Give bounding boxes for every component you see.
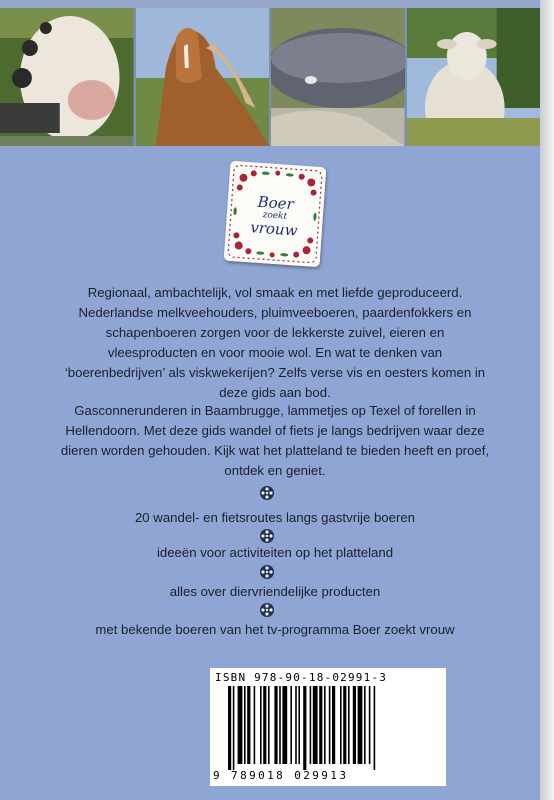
flower-ornament-icon xyxy=(259,564,275,580)
barcode-bar xyxy=(340,686,342,764)
barcode-box xyxy=(210,668,446,786)
barcode-bar xyxy=(238,686,243,764)
barcode-bar xyxy=(282,686,287,764)
photo-strip xyxy=(0,8,540,146)
logo-word-vrouw: vrouw xyxy=(249,218,299,240)
barcode-bar xyxy=(268,686,270,764)
barcode-bar xyxy=(228,686,231,770)
barcode-bar xyxy=(290,686,292,764)
isbn-label: ISBN 978-90-18-02991-3 xyxy=(215,671,388,684)
barcode-bar xyxy=(260,686,262,764)
flower-ornament-icon xyxy=(259,602,275,618)
barcode-bar xyxy=(263,686,266,764)
barcode-bar xyxy=(324,686,326,764)
boer-zoekt-vrouw-logo xyxy=(224,161,327,267)
barcode-bar xyxy=(244,686,246,764)
bullet-item-tv-program: met bekende boeren van het tv-programma Boer zoekt vrouw xyxy=(95,622,455,637)
barcode-bar xyxy=(348,686,350,764)
barcode-bar xyxy=(233,686,235,770)
bullet-item-activities: ideeën voor activiteiten op het platteland xyxy=(156,545,394,560)
barcode-bar xyxy=(247,686,250,764)
barcode-bar xyxy=(303,686,306,770)
barcode-bar xyxy=(329,686,331,764)
photo-cow xyxy=(0,8,134,146)
flower-ornament-icon xyxy=(259,485,275,501)
top-edge xyxy=(0,0,540,8)
barcode-bar xyxy=(332,686,335,764)
photo-foal xyxy=(136,8,270,146)
logo-word-zoekt: zoekt xyxy=(262,210,288,222)
bullet-item-products: alles over diervriendelijke producten xyxy=(169,584,381,599)
barcode-bar xyxy=(274,686,277,764)
photo-sheep xyxy=(407,8,541,146)
page-edge-shadow xyxy=(540,0,554,800)
photo-fish xyxy=(271,8,405,146)
barcode-bar xyxy=(313,686,318,764)
barcode-bar xyxy=(374,686,376,770)
barcode-bar xyxy=(364,686,366,764)
barcode-bar xyxy=(343,686,346,764)
flower-ornament-icon xyxy=(259,528,275,544)
barcode-bar xyxy=(353,686,356,764)
barcode-bar xyxy=(298,686,300,764)
barcode-bar xyxy=(295,686,297,764)
barcode-bar xyxy=(358,686,363,764)
bullet-item-routes: 20 wandel- en fietsroutes langs gastvrije boeren xyxy=(134,510,416,525)
barcode-bar xyxy=(319,686,322,764)
barcode-bar xyxy=(254,686,256,764)
barcode-bar xyxy=(369,686,371,764)
logo-word-boer: Boer xyxy=(257,192,295,214)
barcode-bar xyxy=(310,686,312,764)
second-paragraph: Gasconnerunderen in Baambrugge, lammetjes op Texel of forellen in Hellendoorn. Met deze gids wandel of fiets je langs bedrijven waar deze dieren worden gehouden. Kijk wat het platteland te bieden heeft en proef, ontdek en geniet. xyxy=(60,403,490,478)
ean-digits: 9 789018 029913 xyxy=(213,769,349,782)
barcode-icon xyxy=(228,686,428,770)
intro-paragraph: Regionaal, ambachtelijk, vol smaak en met liefde geproduceerd. Nederlandse melkveehouders, pluimveeboeren, paardenfokkers en schapenboeren zorgen voor de lekkerste zuivel, eieren en vleesproducten en voor mooie wol. En wat te denken van ‘boerenbedrijven’ als viskwekerijen? Zelfs verse vis en oesters komen in deze gids aan bod. xyxy=(64,285,486,400)
barcode-bar xyxy=(279,686,281,764)
